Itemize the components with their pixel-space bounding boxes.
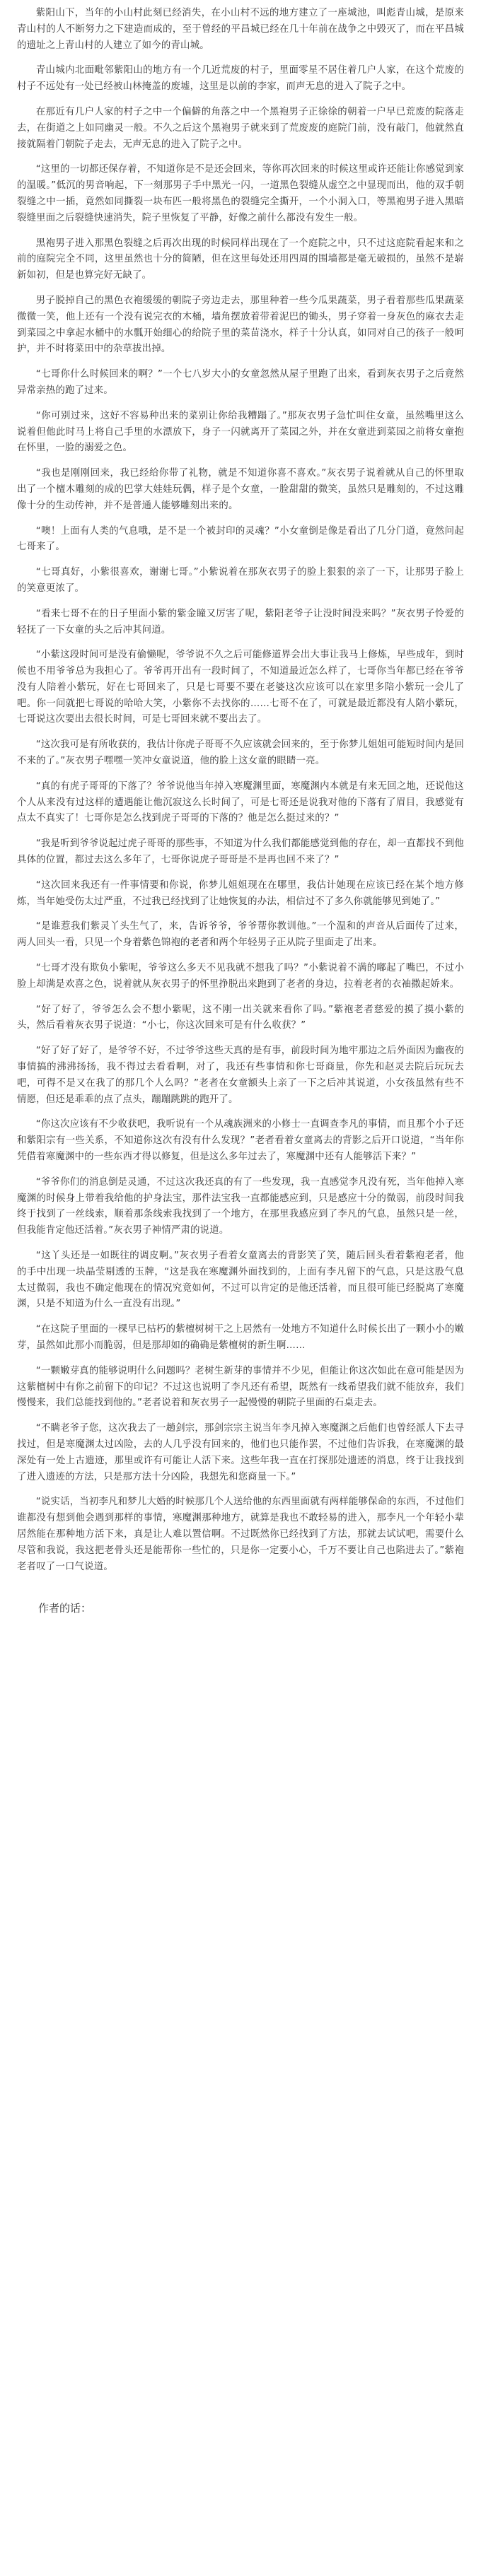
paragraph: “小紫这段时间可是没有偷懒呢，爷爷说不久之后可能修道界会出大事让我马上修炼，早些成年，到时候也不用爷爷总为我担心了。爷爷再开出有一段时间了，不知道最近怎么样了，七哥你当年都已经在爷爷没有人陪着小紫玩，好在七哥回来了，只是七哥要不要在老婆这次应该可以在家里多陪小紫玩一会儿了吧。你一问就把七哥说的哈哈大笑，小紫你不去找你的……七哥不在了，可就是最近都没有人陪小紫玩，七哥说这次要出去很长时间，可是七哥回来就不要出去了。	[17, 650, 464, 725]
paragraph: “这次回来我还有一件事情要和你说，你梦儿姐姐现在在哪里，我估计她现在应该已经在某个地方修炼，当年她受伤太过严重，不过我已经找到了让她恢复的办法，相信过不了多久你就能够见到她了。”	[17, 879, 464, 907]
paragraph: “七哥真好，小紫很喜欢，谢谢七哥。”小紫说着在那灰衣男子的脸上狠狠的亲了一下，让那男子脸上的笑意更浓了。	[17, 567, 464, 594]
paragraph: “这丫头还是一如既往的调皮啊。”灰衣男子看着女童离去的背影笑了笑，随后回头看着紫袍老者，他的手中出现一块晶莹剔透的玉牌，“这是我在寒魔渊外面找到的，上面有李凡留下的气息，只是这股气息太过微弱，我也不确定他现在的情况究竟如何，不过可以肯定的是他还活着，而且很可能已经脱离了寒魔渊，只是不知道为什么一直没有出现。”	[17, 1251, 464, 1310]
paragraph: 青山城内北面毗邻紫阳山的地方有一个几近荒废的村子，里面零星不居住着几户人家，在这个荒废的村子不远处有一处已经被山林掩盖的废墟，这里是以前的李家，而声无息的进入了院子之中。	[17, 65, 464, 93]
paragraph: “你可别过来，这好不容易种出来的菜别让你给我糟蹋了。”那灰衣男子急忙叫住女童，虽然嘴里这么说着但他此时马上将自己手里的水漂放下，身子一闪就离开了菜园之外，并在女童进到菜园之前将女童抱在怀里，一脸的溺爱之色。	[17, 410, 464, 454]
paragraph: “七哥才没有欺负小紫呢，爷爷这么多天不见我就不想我了吗？”小紫说着不满的嘟起了嘴巴，不过小脸上却满是欢喜之色，说着就从灰衣男子的怀里挣脱出来跑到了老者的身边，拉着老者的衣袖撒起娇来。	[17, 963, 464, 990]
paragraph: “好了好了，爷爷怎么会不想小紫呢，这不刚一出关就来看你了吗。”紫袍老者慈爱的摸了摸小紫的头，然后看着灰衣男子说道：“小七，你这次回来可是有什么收获？”	[17, 1004, 464, 1031]
author-notes-label: 作者的话：	[38, 1602, 92, 1615]
paragraph: 男子脱掉自己的黑色衣袍缓缓的朝院子旁边走去，那里种着一些今瓜果蔬菜，男子看着那些瓜果蔬菜微微一笑，他上还有一个没有说完衣的木桶，墙角摆放着带着泥巴的锄头，男子穿着一身灰色的麻衣去走到菜园之中拿起水桶中的水瓢开始细心的给院子里的菜苗浇水，样子十分认真，如同对自己的孩子一般呵护，并不时将菜田中的杂草拔出掉。	[17, 295, 464, 355]
paragraph: “七哥你什么时候回来的啊？”一个七八岁大小的女童忽然从屋子里跑了出来，看到灰衣男子之后竟然异常亲热的跑了过来。	[17, 369, 464, 396]
paragraph: “我也是刚刚回来，我已经给你带了礼物，就是不知道你喜不喜欢。”灰衣男子说着就从自己的怀里取出了一个檀木雕刻的成的巴掌大娃娃玩偶，样子是个女童，一脸甜甜的微笑，虽然只是雕刻的，不过这雕像十分的生动传神，并不是普通人能够雕刻出来的。	[17, 468, 464, 511]
paragraph: “真的有虎子哥哥的下落了？爷爷说他当年掉入寒魔渊里面，寒魔渊内本就是有来无回之地，还说他这个人从来没有过这样的遭遇能让他沉寂这么长时间了，可是七哥还是说我对他的下落有了眉目，我感觉有点太不真实了！七哥你是怎么找到虎子哥哥的下落的？他是怎么挺过来的？”	[17, 780, 464, 824]
paragraph: “你这次应该有不少收获吧，我听说有一个从魂族洲来的小修士一直调查李凡的事情，而且那个小子还和紫阳宗有一些关系，不知道你这次有没有什么发现？”老者看着女童离去的背影之后开口说道，“当年你凭借着寒魔渊中的一些东西才得以修复，但是这么多年过去了，寒魔渊中还有人能够活下来？”	[17, 1119, 464, 1163]
paragraph: “在这院子里面的一棵早已枯朽的紫檀树树干之上居然有一处地方不知道什么时候长出了一颗小小的嫩芽，虽然如此那小而脆弱，但是那却如的确确是紫檀树的新生啊……	[17, 1324, 464, 1351]
paragraph: “是谁惹我们紫灵丫头生气了，来，告诉爷爷，爷爷帮你教训他。”一个温和的声音从后面传了过来，两人回头一看，只见一个身着紫色锦袍的老者和两个年轻男子正从院子里面走了出来。	[17, 921, 464, 949]
paragraph: “好了好了好了，是爷爷不好，不过爷爷这些天真的是有事，前段时间为地牢那边之后外面因为幽夜的事情搞的沸沸扬扬，我不得过去看看啊，对了，我还有些事情和你七哥商量，你先和赵灵去院后玩玩去吧，可得不是又在我了的那几个人么吗？”老者在女童额头上亲了一下之后冲其说道，小女孩虽然有些不情愿，但还是乖乖的点了点头，蹦蹦跳跳的跑开了。	[17, 1046, 464, 1105]
paragraph: 黑袍男子进入那黑色裂缝之后再次出现的时候同样出现在了一个庭院之中，只不过这庭院看起来和之前的庭院完全不同，这里虽然也十分的简陋，但在这里每处还用四周的围墙都是毫无破损的，虽然不是崭新如初，但是也算完好无缺了。	[17, 238, 464, 281]
paragraph: “不瞒老爷子您，这次我去了一趟剑宗，那剑宗宗主说当年李凡掉入寒魔渊之后他们也曾经派人下去寻找过，但是寒魔渊太过凶险，去的人几乎没有回来的，他们也只能作罢，不过他们告诉我，在寒魔渊的最深处有一处上古遗迹，那里或许有可能让人活下来。这些年我一直在打探那处遗迹的消息，终于让我找到了进入遗迹的方法，只是那方法十分凶险，我想先和您商量一下。”	[17, 1423, 464, 1482]
paragraph: “我是听到爷爷说起过虎子哥哥的那些事，不知道为什么我们都能感觉到他的存在，却一直都找不到他具体的位置，都过去这么多年了，七哥你说虎子哥哥是不是再也回不来了？”	[17, 838, 464, 866]
paragraph: “这次我可是有所收获的，我估计你虎子哥哥不久应该就会回来的，至于你梦儿姐姐可能短时间内是回不来的了。”灰衣男子嘿嘿一笑冲女童说道，他的脸上这女童的眼睛一亮。	[17, 739, 464, 767]
paragraph: “说实话，当初李凡和梦儿大婚的时候那几个人送给他的东西里面就有两样能够保命的东西，不过他们谁都没有想到他会遇到那样的事情，寒魔渊那种地方，就算是我也不敢轻易的进入，那李凡一个年轻小辈居然能在那种地方活下来，真是让人难以置信啊。不过既然你已经找到了方法，那就去试试吧，需要什么尽管和我说，我这把老骨头还是能帮你一些忙的，只是你一定要小心，千万不要让自己也陷进去了。”紫袍老者叹了一口气说道。	[17, 1497, 464, 1572]
paragraph: “噢！上面有人类的气息哦，是不是一个被封印的灵魂？”小女童倒是像是看出了几分门道，竟然问起七哥来了。	[17, 525, 464, 553]
chapter-body	[17, 6, 464, 1575]
paragraph: “看来七哥不在的日子里面小紫的紫金瞳又厉害了呢，紫阳老爷子让没时间没来吗？”灰衣男子怜爱的轻抚了一下女童的头之后冲其问道。	[17, 608, 464, 636]
paragraph: “这里的一切都还保存着，不知道你是不是还会回来，等你再次回来的时候这里或许还能让你感觉到家的温暖。”低沉的男音响起，下一刻那男子手中黑光一闪，一道黑色裂缝从虚空之中显现而出，他的双手朝裂缝之中一插，竟然如同撕裂一块布匹一般将黑色的裂缝完全撕开，一个小洞入口，等黑袍男子进入黑暗裂缝里面之后裂缝快速消失，院子里恢复了平静，好像之前什么都没有发生一般。	[17, 164, 464, 223]
paragraph: 紫阳山下，当年的小山村此刻已经消失，在小山村不远的地方建立了一座城池，叫彪青山城，是原来青山村的人不断努力之下建造而成的，至于曾经的平昌城已经在几十年前在战争之中毁灭了，而在平昌城的遗址之上青山村的人建立了如今的青山城。	[17, 8, 464, 51]
paragraph: 在那近有几户人家的村子之中一个偏僻的角落之中一个黑袍男子正徐徐的朝着一户早已荒废的院落走去，在街道之上如同幽灵一般。不久之后这个黑袍男子就来到了荒废废的庭院门前，没有敲门，他就然直接就隔着门朝院子走去，无声无息的进入了院子之中。	[17, 106, 464, 150]
paragraph: “一颗嫩芽真的能够说明什么问题吗？老树生新芽的事情并不少见，但能让你这次如此在意可能是因为这紫檀树中有你之前留下的印记？不过这也说明了李凡还有希望，既然有一线希望我们就不能放弃，我们慢慢来，我们总能找到他的。”老者说着和灰衣男子一起慢慢的朝院子里面的石桌走去。	[17, 1365, 464, 1409]
paragraph: “爷爷你们的消息倒是灵通，不过这次我还真的有了一些发现，我一直感觉李凡没有死，当年他掉入寒魔渊的时候身上带着我给他的护身法宝，那件法宝我一直都能感应到，只是感应十分的微弱，前段时间我终于找到了一丝线索，顺着那条线索我找到了一个地方，在那里我感应到了李凡的气息，虽然只是一丝，但我能肯定他还活着。”灰衣男子神情严肃的说道。	[17, 1176, 464, 1236]
